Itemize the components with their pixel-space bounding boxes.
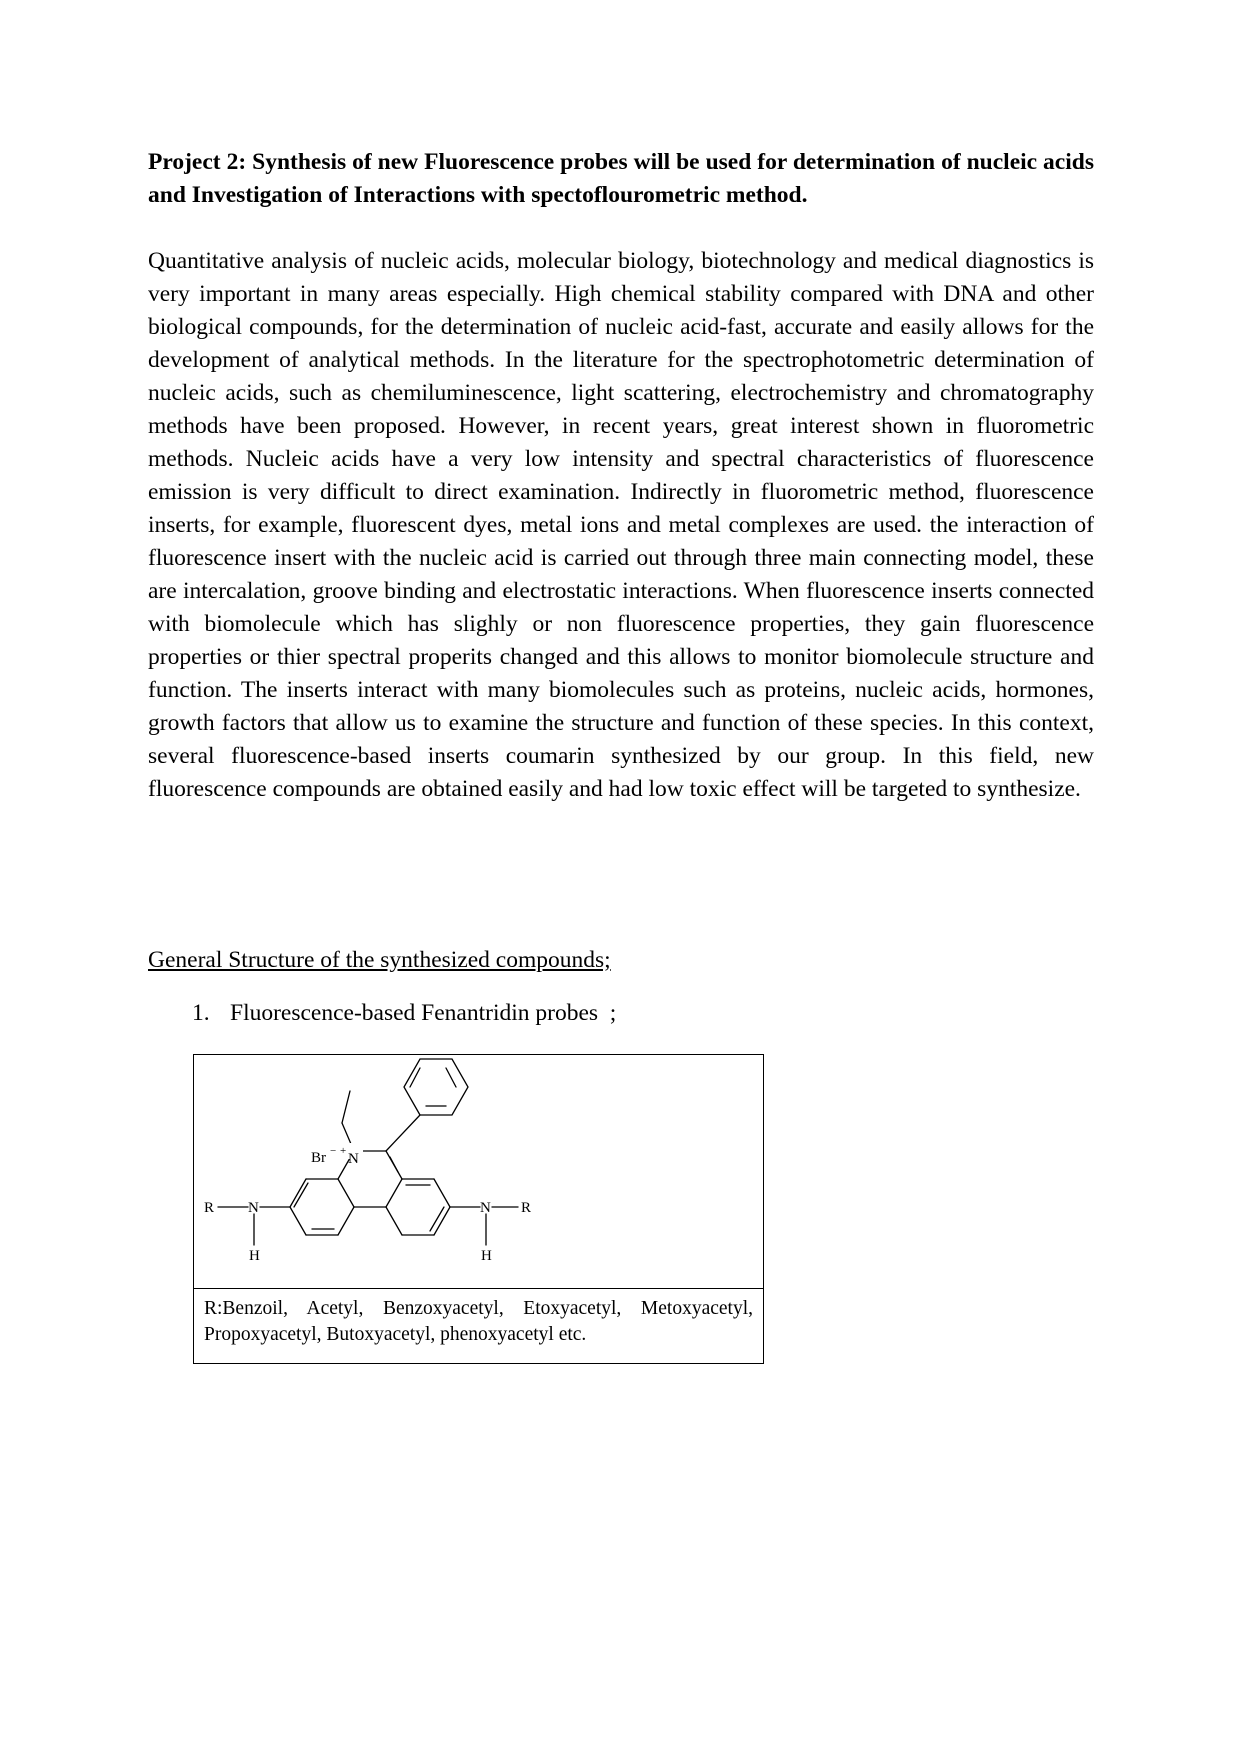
list-item-text: Fluorescence-based Fenantridin probes ;: [230, 1000, 617, 1026]
phenyl-ring: [404, 1059, 468, 1115]
right-n-label: N: [480, 1200, 491, 1216]
document-title: Project 2: Synthesis of new Fluorescence probes will be used for determination of nucleic acids and Investigation of Interactions with spectoflourometric method.: [148, 149, 1094, 208]
bromide-label: Br: [311, 1150, 326, 1166]
list-item-number: 1.: [192, 1000, 210, 1026]
chemical-structure-area: [194, 1055, 763, 1289]
right-benzo-ring: [386, 1179, 450, 1235]
list-item: [192, 997, 616, 1030]
structure-figure-box: [193, 1054, 764, 1364]
section-heading: General Structure of the synthesized compounds;: [148, 947, 611, 973]
ring-nitrogen-label: N: [348, 1151, 359, 1167]
body-paragraph: Quantitative analysis of nucleic acids, molecular biology, biotechnology and medical diagnostics is very important in many areas especially. High chemical stability compared with DNA and other biological compounds, for the determination of nucleic acid-fast, accurate and easily allows for the development of analytical methods. In the literature for the spectrophotometric determination of nucleic acids, such as chemiluminescence, light scattering, electrochemistry and chromatography methods have been proposed. However, in recent years, great interest shown in fluorometric methods. Nucleic acids have a very low intensity and spectral characteristics of fluorescence emission is very difficult to direct examination. Indirectly in fluorometric method, fluorescence inserts, for example, fluorescent dyes, metal ions and metal complexes are used. the interaction of fluorescence insert with the nucleic acid is carried out through three main connecting model, these are intercalation, groove binding and electrostatic interactions. When fluorescence inserts connected with biomolecule which has slighly or non fluorescence properties, they gain fluorescence properties or thier spectral properits changed and this allows to monitor biomolecule structure and function. The inserts interact with many biomolecules such as proteins, nucleic acids, hormones, growth factors that allow us to examine the structure and function of these species. In this context, several fluorescence-based inserts coumarin synthesized by our group. In this field, new fluorescence compounds are obtained easily and had low toxic effect will be targeted to synthesize.: [148, 248, 1094, 802]
left-n-label: N: [248, 1200, 259, 1216]
bromide-charge: −: [330, 1145, 337, 1157]
substituent-caption: R:Benzoil, Acetyl, Benzoxyacetyl, Etoxyacetyl, Metoxyacetyl, Propoxyacetyl, Butoxyacetyl, phenoxyacetyl etc.: [204, 1298, 753, 1345]
right-r-label: R: [521, 1200, 532, 1216]
left-r-label: R: [204, 1200, 215, 1216]
right-h-label: H: [481, 1248, 492, 1264]
left-h-label: H: [249, 1248, 260, 1264]
ethyl-group: [342, 1091, 354, 1151]
phenanthridinium-structure-diagram: [194, 1055, 763, 1288]
phenyl-bond: [386, 1115, 420, 1151]
nitrogen-charge: +: [340, 1145, 347, 1157]
left-benzo-ring: [290, 1179, 354, 1235]
